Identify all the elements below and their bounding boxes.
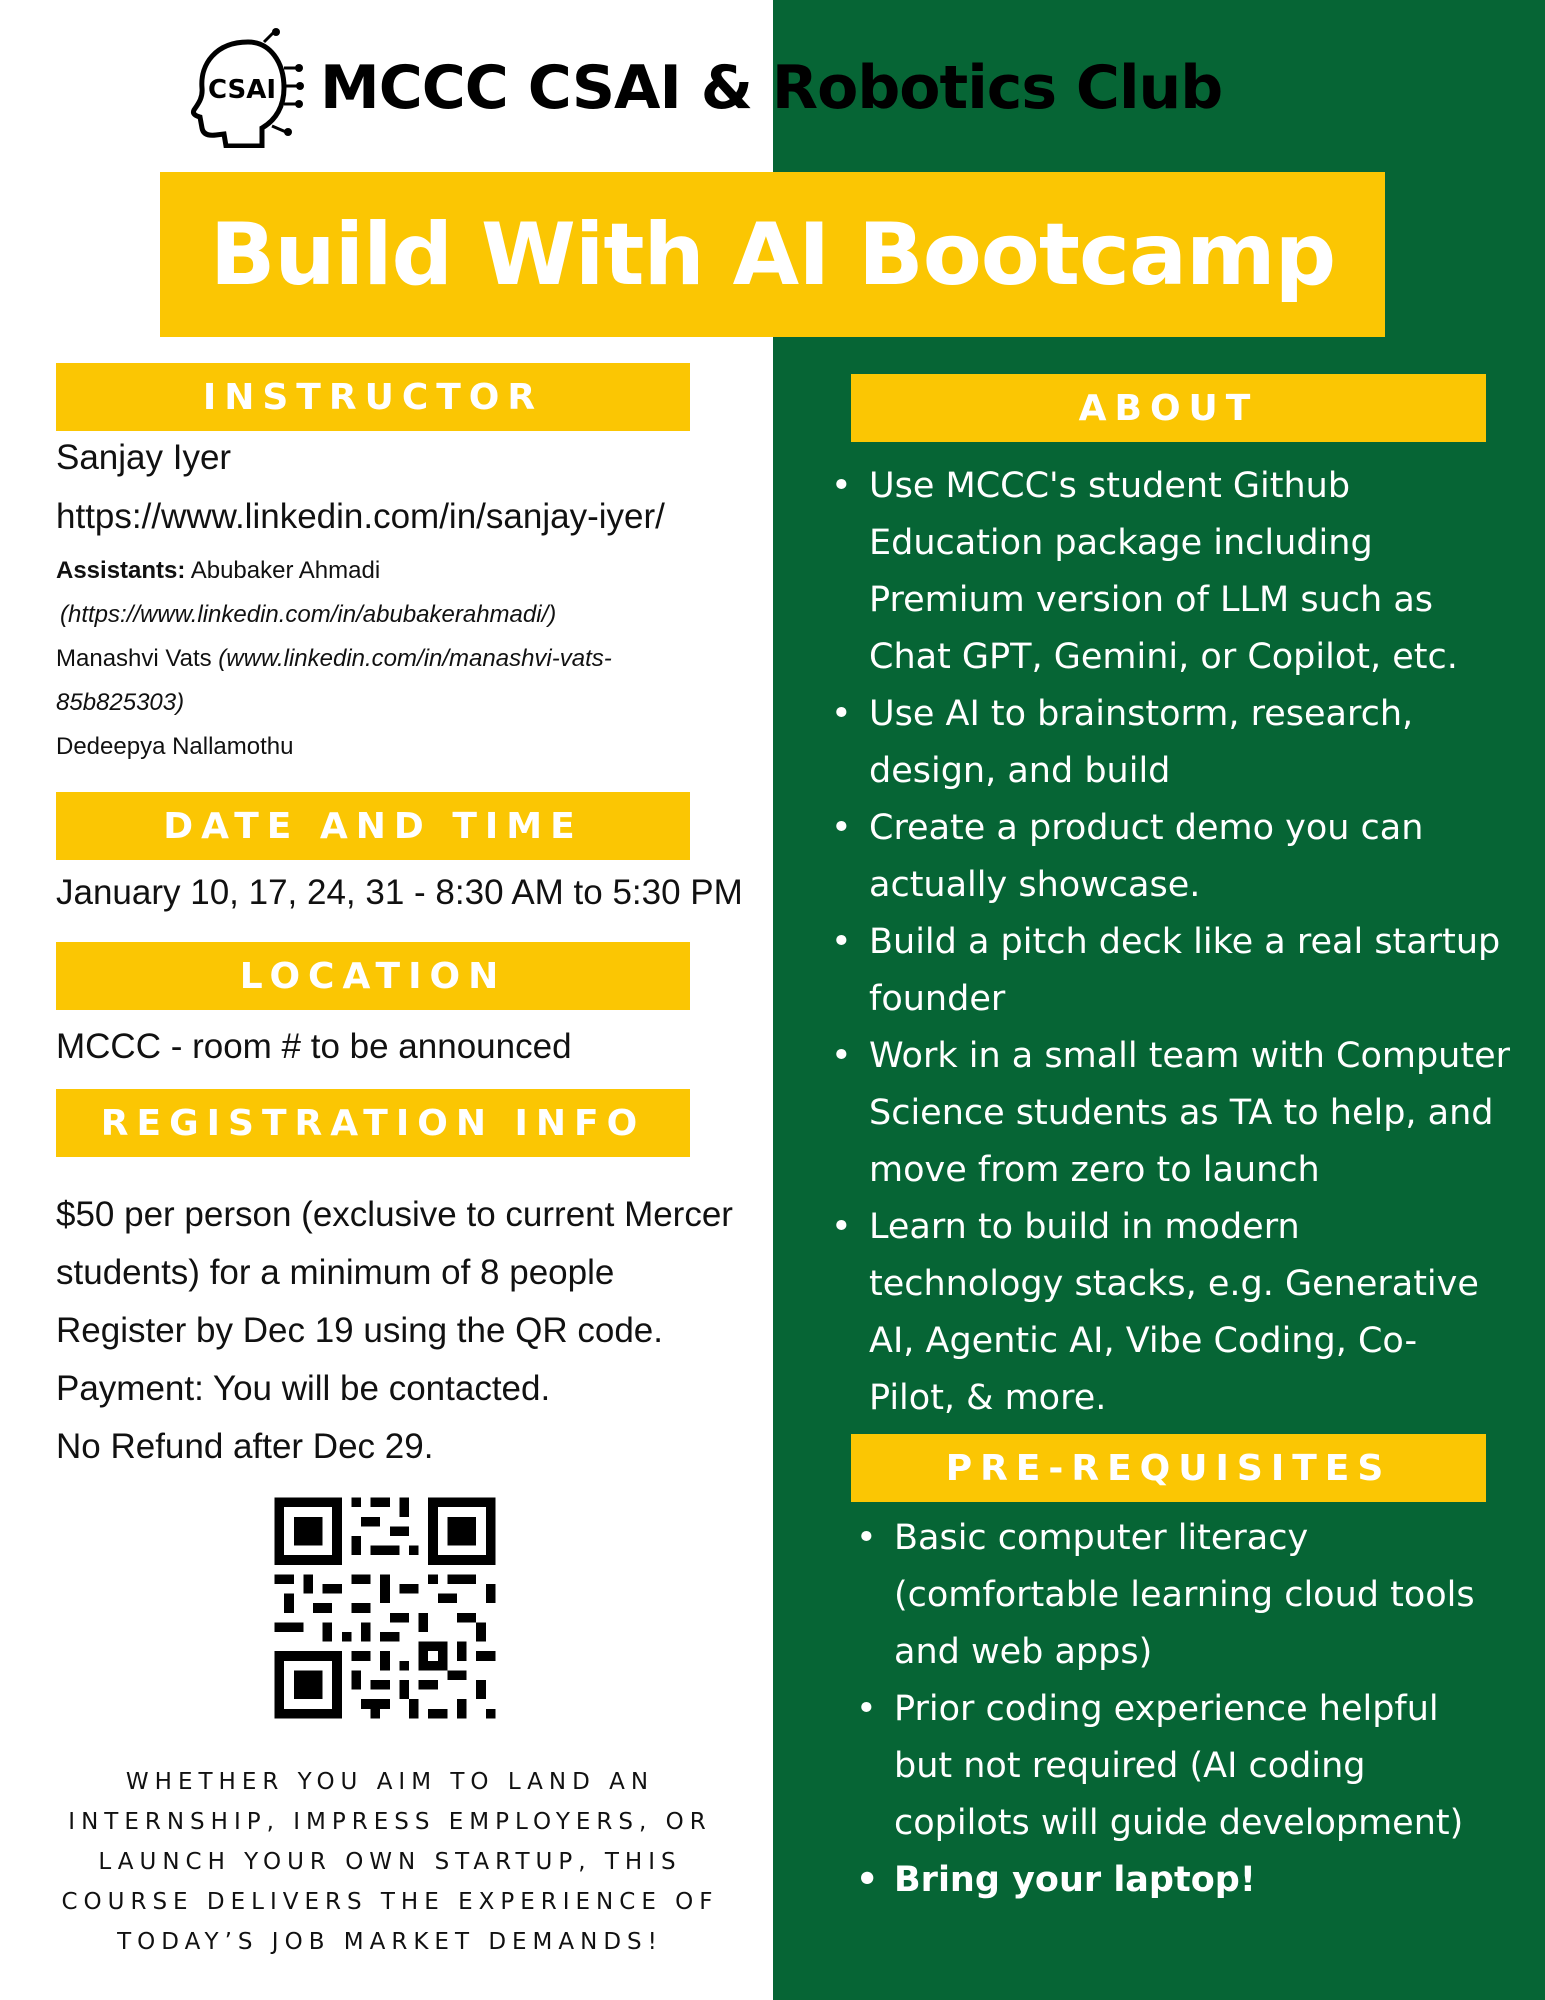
assistant2-line xyxy=(56,642,612,676)
about-item: • Build a pitch deck like a real startup founder xyxy=(869,914,1519,1028)
footer-line: LAUNCH YOUR OWN STARTUP, THIS xyxy=(98,1849,682,1875)
prereq-item: • Prior coding experience helpful but not required (AI coding copilots will guide development) xyxy=(894,1681,1514,1852)
bullet-icon: • xyxy=(831,922,852,962)
prereq-heading: PRE-REQUISITES xyxy=(851,1434,1486,1502)
registration-line: Payment: You will be contacted. xyxy=(56,1369,551,1408)
location-heading: LOCATION xyxy=(56,942,690,1010)
assistant2-link-cont[interactable]: 85b825303) xyxy=(56,689,185,716)
footer-line: COURSE DELIVERS THE EXPERIENCE OF xyxy=(61,1889,719,1915)
assistants-label: Assistants: xyxy=(56,557,186,584)
title-banner xyxy=(160,172,1385,337)
registration-line: $50 per person (exclusive to current Mercer xyxy=(56,1195,733,1234)
instructor-heading: INSTRUCTOR xyxy=(56,363,690,431)
instructor-name: Sanjay Iyer xyxy=(56,438,232,477)
footer-line: TODAY’S JOB MARKET DEMANDS! xyxy=(117,1929,663,1955)
about-list xyxy=(831,458,1519,1427)
date-time-heading: DATE AND TIME xyxy=(56,792,690,860)
assistants-line xyxy=(56,554,380,588)
bullet-icon: • xyxy=(831,1036,852,1076)
instructor-linkedin[interactable]: https://www.linkedin.com/in/sanjay-iyer/ xyxy=(56,497,665,536)
prereq-item: • Basic computer literacy (comfortable learning cloud tools and web apps) xyxy=(894,1510,1514,1681)
about-item: • Learn to build in modern technology stacks, e.g. Generative AI, Agentic AI, Vibe Coding, Co- Pilot, & more. xyxy=(869,1199,1519,1427)
location-value: MCCC - room # to be announced xyxy=(56,1027,572,1066)
assistant2-link[interactable]: (www.linkedin.com/in/manashvi-vats- xyxy=(218,645,612,672)
bullet-icon: • xyxy=(831,466,852,506)
bullet-icon: • xyxy=(831,808,852,848)
assistant1-link[interactable]: (https://www.linkedin.com/in/abubakerahmadi/) xyxy=(60,601,557,628)
csai-head-logo-icon xyxy=(186,28,304,148)
prereq-list xyxy=(856,1510,1514,1909)
footer-line: INTERNSHIP, IMPRESS EMPLOYERS, OR xyxy=(68,1809,712,1835)
registration-line: Register by Dec 19 using the QR code. xyxy=(56,1311,663,1350)
about-item: • Work in a small team with Computer Science students as TA to help, and move from zero to launch xyxy=(869,1028,1519,1199)
bullet-icon: • xyxy=(831,1207,852,1247)
prereq-item-laptop: • Bring your laptop! xyxy=(894,1852,1514,1909)
footer-message xyxy=(40,1762,740,1962)
about-heading: ABOUT xyxy=(851,374,1486,442)
about-item: • Use AI to brainstorm, research, design, and build xyxy=(869,686,1519,800)
registration-heading: REGISTRATION INFO xyxy=(56,1089,690,1157)
bootcamp-title: Build With AI Bootcamp xyxy=(209,204,1336,305)
assistant1-name: Abubaker Ahmadi xyxy=(190,557,381,584)
registration-info xyxy=(56,1186,733,1476)
assistant3-name: Dedeepya Nallamothu xyxy=(56,733,294,760)
club-header xyxy=(186,28,1222,148)
registration-line: students) for a minimum of 8 people xyxy=(56,1253,615,1292)
bullet-icon: • xyxy=(856,1518,877,1558)
club-name: MCCC CSAI & Robotics Club xyxy=(320,53,1223,123)
bullet-icon: • xyxy=(856,1860,879,1900)
registration-line: No Refund after Dec 29. xyxy=(56,1427,434,1466)
about-item: • Use MCCC's student Github Education package including Premium version of LLM such as Chat GPT, Gemini, or Copilot, etc. xyxy=(869,458,1519,686)
about-item: • Create a product demo you can actually showcase. xyxy=(869,800,1519,914)
footer-line: WHETHER YOU AIM TO LAND AN xyxy=(125,1769,655,1795)
bullet-icon: • xyxy=(831,694,852,734)
date-time-value: January 10, 17, 24, 31 - 8:30 AM to 5:30 PM xyxy=(56,873,743,912)
logo-text: CSAI xyxy=(207,75,277,105)
registration-qr-code[interactable] xyxy=(265,1488,505,1728)
bullet-icon: • xyxy=(856,1689,877,1729)
assistant2-name: Manashvi Vats xyxy=(56,645,212,672)
